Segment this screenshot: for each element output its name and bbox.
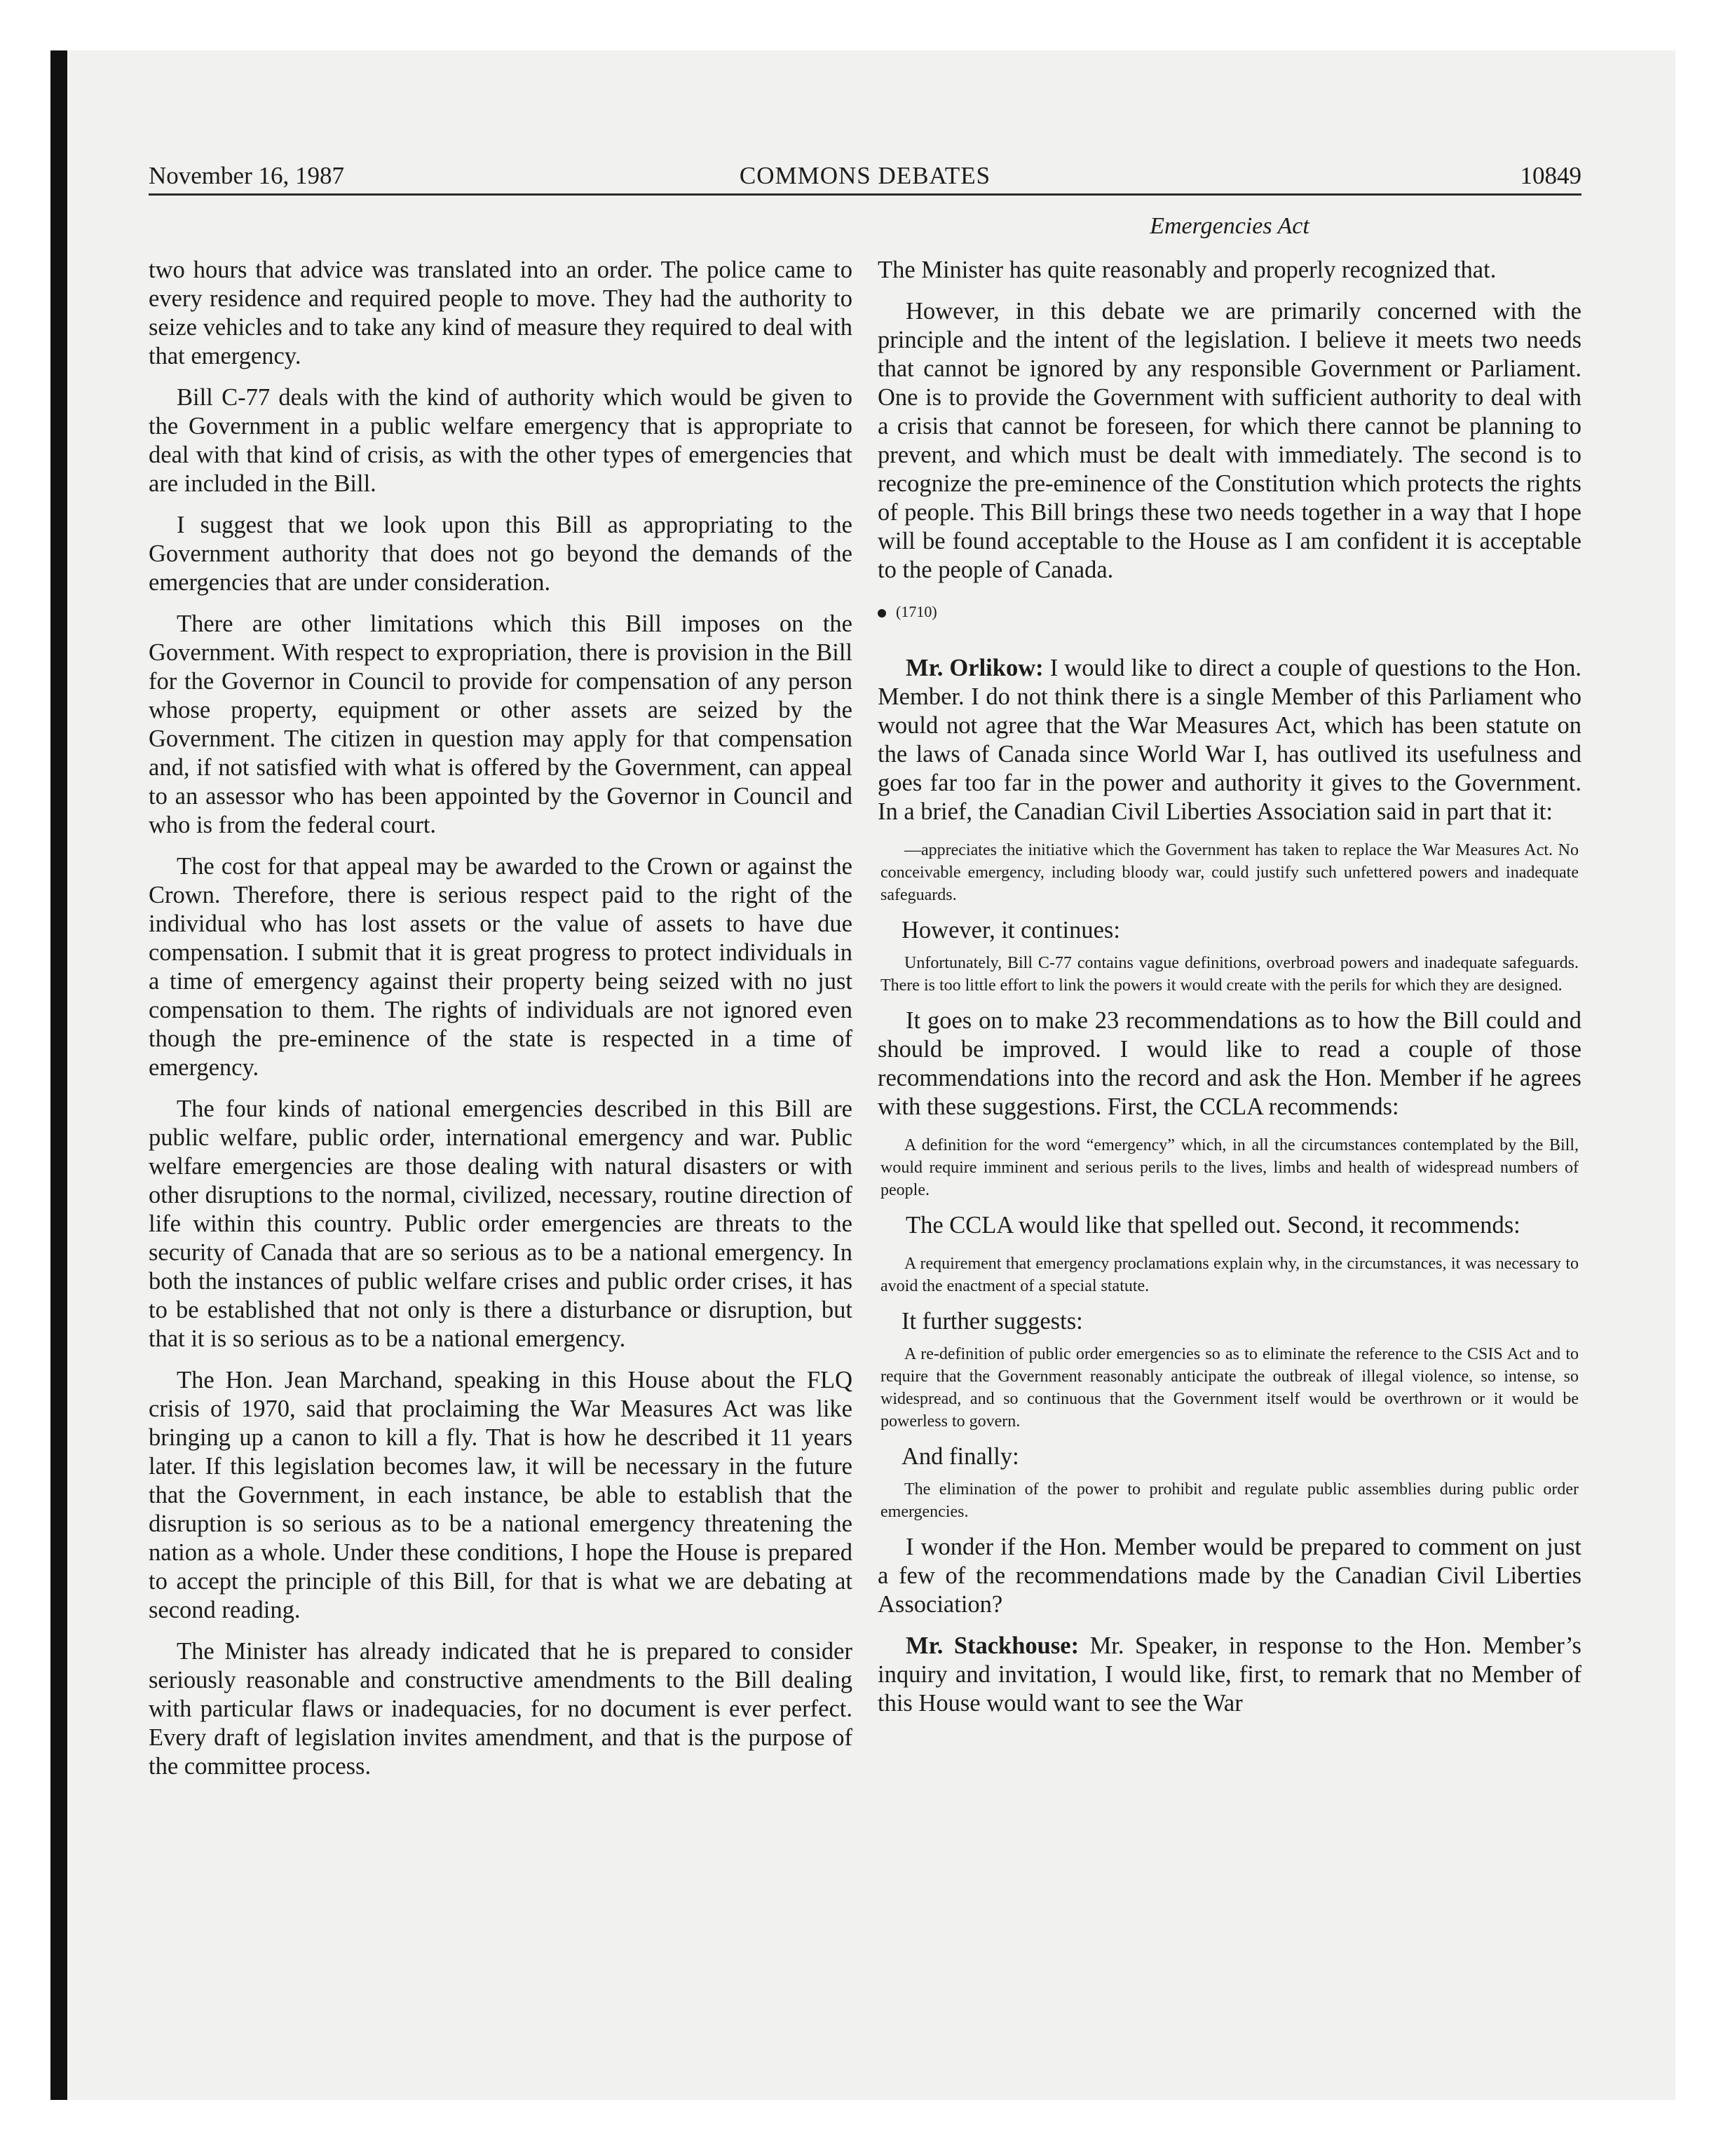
paragraph: I wonder if the Hon. Member would be prepared to comment on just a few of the recommendations made by the Canadian Civil Liberties Association? xyxy=(878,1534,1581,1618)
header-title: COMMONS DEBATES xyxy=(739,162,991,189)
bullet-icon xyxy=(878,609,886,618)
right-column xyxy=(878,256,1581,1731)
paragraph: The Hon. Jean Marchand, speaking in this House about the FLQ crisis of 1970, said that proclaiming the War Measures Act was like bringing up a canon to kill a fly. That is how he described it 11 years later. If this legislation becomes law, it will be necessary in the future that the Government, in each instance, be able to establish that the disruption is so serious as to be a national emergency threatening the nation as a whole. Under these conditions, I hope the House is prepared to accept the principle of this Bill, for that is what we are debating at second reading. xyxy=(149,1367,852,1623)
speech-stackhouse xyxy=(878,1632,1581,1718)
block-quote: A requirement that emergency proclamations explain why, in the circumstances, it was necessary to avoid the enactment of a special statute. xyxy=(880,1255,1579,1295)
paragraph: There are other limitations which this Bill imposes on the Government. With respect to expropriation, there is provision in the Bill for the Governor in Council to provide for compensation of any person whose property, equipment or other assets are seized by the Government. The citizen in question may apply for that compensation and, if not satisfied with what is offered by the Government, can appeal to an assessor who has been appointed by the Governor in Council and who is from the federal court. xyxy=(149,610,852,838)
block-quote: —appreciates the initiative which the Government has taken to replace the War Measures Act. No conceivable emergency, including bloody war, could justify such unfettered powers and inadequate safeguards. xyxy=(880,841,1579,904)
block-quote: Unfortunately, Bill C-77 contains vague definitions, overbroad powers and inadequate safeguards. There is too little effort to link the powers it would create with the perils for which they are designed. xyxy=(880,954,1579,995)
speech-text: I would like to direct a couple of questions to the Hon. Member. I do not think there is a single Member of this Parliament who would not agree that the War Measures Act, which has been statute on the laws of Canada since World War I, has outlived its usefulness and goes far too far in the power and authority it gives to the Government. In a brief, the Canadian Civil Liberties Association said in part that it: xyxy=(878,655,1581,825)
speech-text: Mr. Speaker, in response to the Hon. Member’s inquiry and invitation, I would like, first, to remark that no Member of this House would want to see the War xyxy=(878,1632,1581,1717)
page-header xyxy=(149,158,1581,196)
section-title: Emergencies Act xyxy=(1150,213,1309,239)
paragraph: The Minister has already indicated that he is prepared to consider seriously reasonable and constructive amendments to the Bill dealing with particular flaws or inadequacies, for no document is ever perfect. Every draft of legislation invites amendment, and that is the purpose of the committee process. xyxy=(149,1638,852,1780)
paragraph: Bill C-77 deals with the kind of authority which would be given to the Government in a public welfare emergency that is appropriate to deal with that kind of crisis, as with the other types of emergencies that are included in the Bill. xyxy=(149,384,852,497)
left-column xyxy=(149,256,852,1794)
paragraph: The four kinds of national emergencies described in this Bill are public welfare, public order, international emergency and war. Public welfare emergencies are those dealing with natural disasters or with other disruptions to the normal, civilized, necessary, routine direction of life within this country. Public order emergencies are threats to the security of Canada that are so serious as to be a national emergency. In both the instances of public welfare crises and public order crises, it has to be established that not only is there a disturbance or disruption, but that it is so serious as to be a national emergency. xyxy=(149,1096,852,1352)
speech-orlikow xyxy=(878,654,1581,826)
page-number: 10849 xyxy=(1520,162,1581,189)
paragraph: And finally: xyxy=(901,1443,1019,1470)
paragraph: It goes on to make 23 recommendations as to how the Bill could and should be improved. I would like to read a couple of those recommendations into the record and ask the Hon. Member if he agrees with these suggestions. First, the CCLA recommends: xyxy=(878,1007,1581,1120)
header-date: November 16, 1987 xyxy=(149,162,344,189)
time-marker-text: (1710) xyxy=(896,603,937,620)
paragraph: two hours that advice was translated into an order. The police came to every residence and required people to move. They had the authority to seize vehicles and to take any kind of measure they required to deal with that emergency. xyxy=(149,257,852,369)
block-quote: The elimination of the power to prohibit and regulate public assemblies during public order emergencies. xyxy=(880,1480,1579,1521)
speaker-name: Mr. Stackhouse: xyxy=(906,1632,1080,1659)
block-quote: A re-definition of public order emergencies so as to eliminate the reference to the CSIS Act and to require that the Government reasonably anticipate the outbreak of illegal violence, so intense, so widespread, and so continuous that the Government itself would be overthrown or it would be powerless to govern. xyxy=(880,1345,1579,1431)
paragraph: The CCLA would like that spelled out. Second, it recommends: xyxy=(906,1212,1520,1239)
paragraph: However, in this debate we are primarily concerned with the principle and the intent of the legislation. I believe it meets two needs that cannot be ignored by any responsible Government or Parliament. One is to provide the Government with sufficient authority to deal with a crisis that cannot be foreseen, for which there cannot be planning to prevent, and which must be dealt with immediately. The second is to recognize the pre-eminence of the Constitution which protects the rights of people. This Bill brings these two needs together in a way that I hope will be found acceptable to the House as I am confident it is acceptable to the people of Canada. xyxy=(878,298,1581,583)
paragraph: The Minister has quite reasonably and properly recognized that. xyxy=(878,257,1497,283)
block-quote: A definition for the word “emergency” which, in all the circumstances contemplated by the Bill, would require imminent and serious perils to the lives, limbs and health of widespread numbers of people. xyxy=(880,1136,1579,1199)
paragraph: I suggest that we look upon this Bill as appropriating to the Government authority that does not go beyond the demands of the emergencies that are under consideration. xyxy=(149,512,852,596)
paragraph: However, it continues: xyxy=(901,917,1120,943)
binding-edge xyxy=(50,50,67,2100)
paragraph: It further suggests: xyxy=(901,1308,1083,1335)
time-marker xyxy=(878,597,1581,626)
speaker-name: Mr. Orlikow: xyxy=(906,655,1044,681)
paragraph: The cost for that appeal may be awarded to the Crown or against the Crown. Therefore, there is serious respect paid to the right of the individual who has lost assets or the value of assets to have due compensation. I submit that it is great progress to protect individuals in a time of emergency against their property being seized with no just compensation to them. The rights of individuals are not ignored even though the pre-eminence of the state is respected in a time of emergency. xyxy=(149,853,852,1081)
